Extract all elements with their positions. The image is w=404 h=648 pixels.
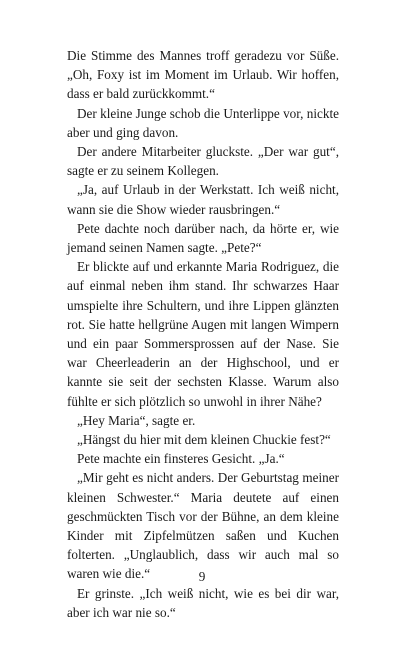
paragraph-2: Der kleine Junge schob die Unterlippe vor, nickte aber und ging davon. xyxy=(67,105,339,140)
paragraph-5: Pete dachte noch darüber nach, da hörte er, wie jemand seinen Namen sagte. „Pete?“ xyxy=(67,220,339,256)
paragraph-4: „Ja, auf Urlaub in der Werkstatt. Ich weiß nicht, wann sie die Show wieder rausbringen.“ xyxy=(67,182,339,217)
paragraph-3: Der andere Mitarbeiter gluckste. „Der war gut“, sagte er zu seinem Kollegen. xyxy=(67,144,339,179)
paragraph-6: Er blickte auf und erkannte Maria Rodriguez, die auf einmal neben ihm stand. Ihr schwarzes Haar umspielte ihre Schultern, und ihre Lippen glänzten rot. Sie hatte hellgrüne Augen mit langen Wimpern und ein paar Sommersprossen auf der Nase. Sie war Cheerleaderin an der Highschool, und er kannte sie seit der sechsten Klasse. Warum also fühlte er sich plötzlich so unwohl in ihrer Nähe? xyxy=(67,259,339,409)
paragraph-7: „Hey Maria“, sagte er. xyxy=(77,412,196,428)
body-text xyxy=(67,46,339,622)
paragraph-10: „Mir geht es nicht anders. Der Geburtstag meiner kleinen Schwester.“ Maria deutete auf einen geschmückten Tisch vor der Bühne, an dem kleine Kinder mit Zipfelmützen saßen und Kuchen folterten. „Unglaublich, dass wir auch mal so waren wie die.“ xyxy=(67,470,339,582)
paragraph-8: „Hängst du hier mit dem kleinen Chuckie fest?“ xyxy=(77,432,331,448)
page-number: 9 xyxy=(198,569,206,584)
paragraph-11: Er grinste. „Ich weiß nicht, wie es bei dir war, aber ich war nie so.“ xyxy=(67,585,339,620)
paragraph-9: Pete machte ein finsteres Gesicht. „Ja.“ xyxy=(77,451,285,467)
paragraph-1: Die Stimme des Mannes troff geradezu vor Süße. „Oh, Foxy ist im Moment im Urlaub. Wir hoffen, dass er bald zurückkommt.“ xyxy=(67,48,339,102)
